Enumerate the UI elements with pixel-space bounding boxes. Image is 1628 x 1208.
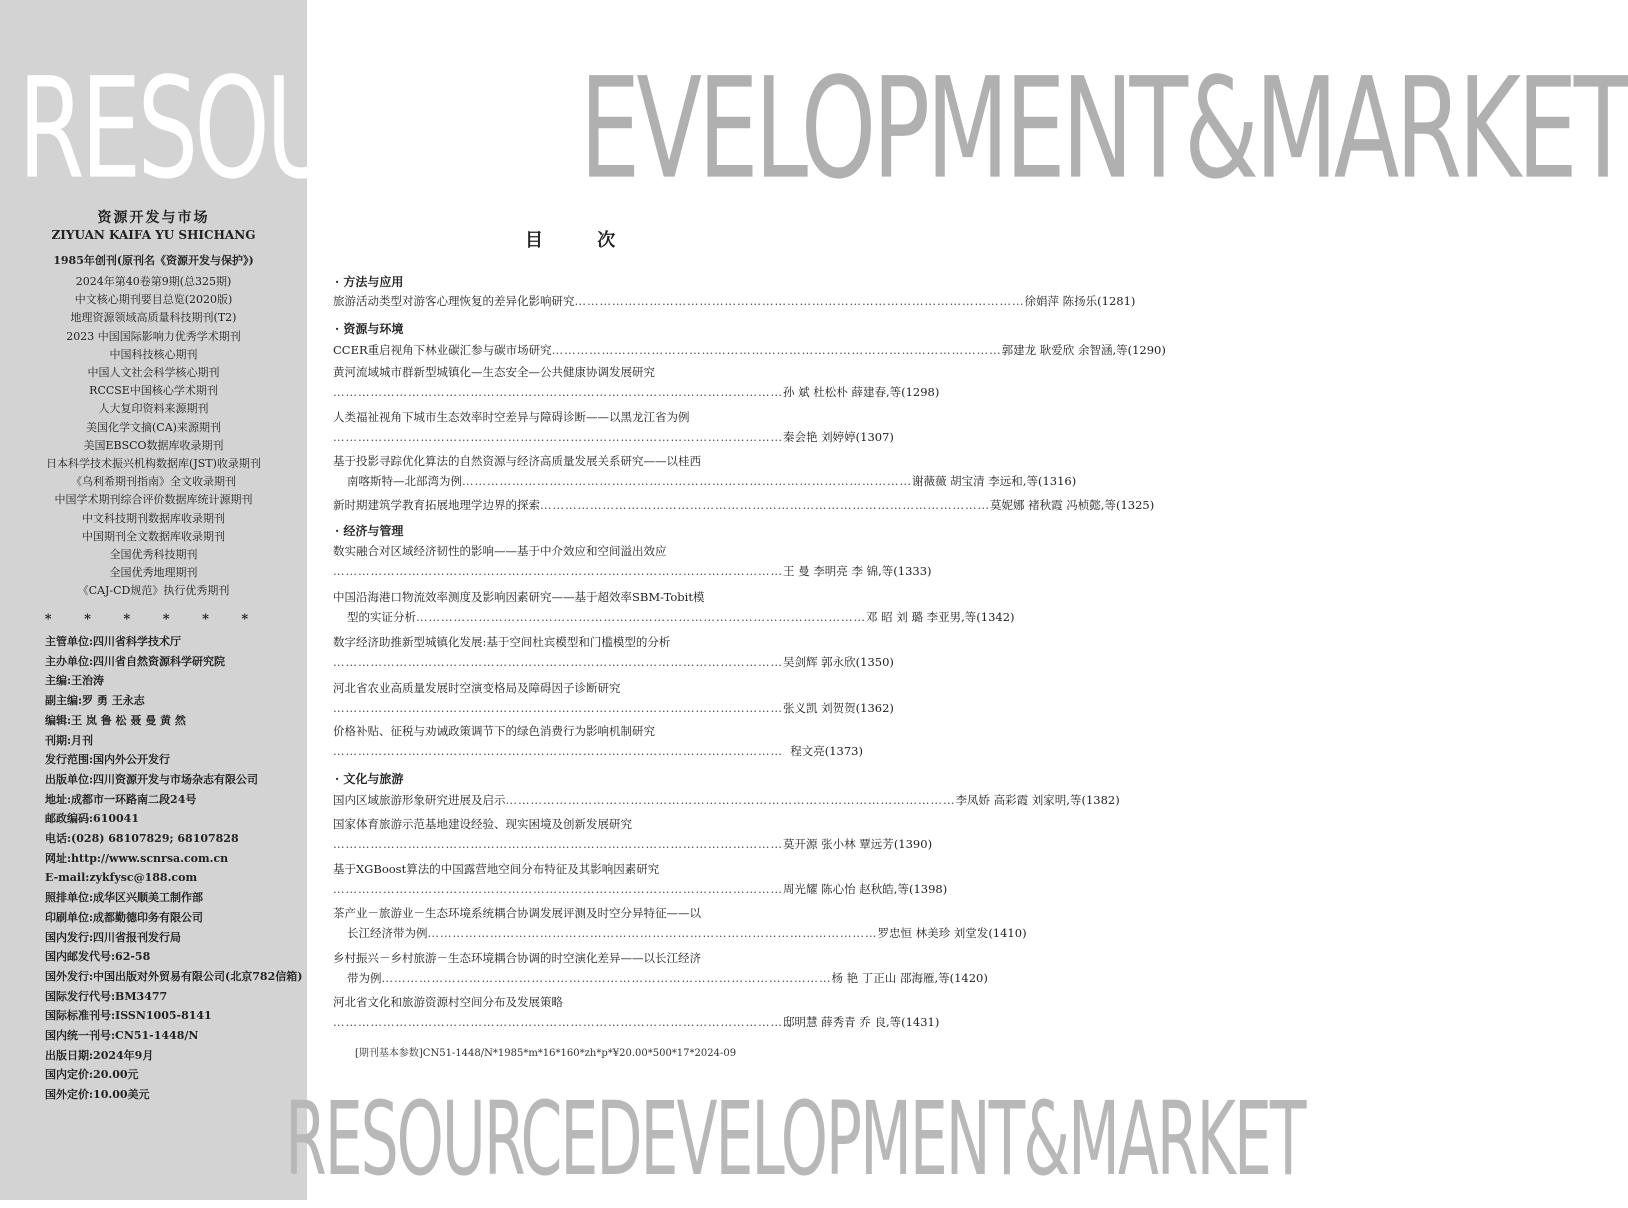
toc-entry[interactable]: 基于XGBoost算法的中国露营地空间分布特征及其影响因素研究 ……………………………………………………………………………………………… 周光耀 陈心怡 赵秋皓,等 (1398): [333, 862, 948, 896]
info-row: 国外定价:10.00美元: [45, 1088, 150, 1102]
toc-entry[interactable]: 价格补贴、征税与劝诫政策调节下的绿色消费行为影响机制研究 ……………………………………………………………………………………………… 程文亮 (1373): [333, 724, 863, 758]
toc-entry[interactable]: 黄河流域城市群新型城镇化—生态安全—公共健康协调发展研究 ……………………………………………………………………………………………… 孙 斌 杜松朴 薛建春,等 (1298): [333, 365, 940, 399]
index-item: 中文科技期刊数据库收录期刊: [82, 511, 225, 525]
entry-page: (1307): [855, 430, 894, 444]
entry-authors: 郭建龙 耿爱欣 余智涵,等: [1001, 343, 1128, 357]
index-item: 中国学术期刊综合评价数据库统计源期刊: [54, 493, 253, 507]
entry-page: (1431): [901, 1015, 940, 1029]
toc-heading: 目 次: [525, 230, 640, 251]
banner-left-text: RESOURCED: [18, 47, 580, 210]
entry-authors: 周光耀 陈心怡 赵秋皓,等: [783, 882, 909, 896]
entry-page: (1420): [949, 971, 988, 985]
entry-title: 新时期建筑学教育拓展地理学边界的探索: [333, 498, 540, 512]
info-row: 国际标准刊号:ISSN1005-8141: [45, 1009, 212, 1023]
index-item: 全国优秀地理期刊: [109, 566, 198, 580]
index-list: [0, 273, 307, 601]
info-row: 国外发行:中国出版对外贸易有限公司(北京782信箱): [45, 969, 303, 983]
bottom-banner-text: RESOURCEDEVELOPMENT&MARKET: [285, 1080, 1305, 1200]
entry-authors: 吴剑辉 郭永欣: [783, 655, 856, 669]
info-row: 主管单位:四川省科学技术厅: [45, 635, 182, 648]
entry-authors: 邸明慧 薛秀青 乔 良,等: [783, 1015, 902, 1029]
bottom-banner: [285, 1072, 1305, 1200]
toc-entry[interactable]: 人类福祉视角下城市生态效率时空差异与障碍诊断——以黑龙江省为例 ……………………………………………………………………………………………… 秦会艳 刘婷婷 (1307): [333, 410, 894, 444]
info-row: E-mail:zykfysc@188.com: [45, 871, 198, 885]
toc-entry[interactable]: 数字经济助推新型城镇化发展:基于空间杜宾模型和门槛模型的分析 ……………………………………………………………………………………………… 吴剑辉 郭永欣 (1350): [333, 635, 894, 669]
entry-page: (1333): [893, 564, 932, 578]
toc-entry[interactable]: 乡村振兴－乡村旅游－生态环境耦合协调的时空演化差异——以长江经济 带为例 ……………………………………………………………………………………………… 杨 艳 丁正山 邵海雁,等 (1420): [333, 951, 988, 985]
entry-page: (1382): [1081, 793, 1120, 807]
entry-authors: 李凤娇 高彩霞 刘家明,等: [955, 793, 1082, 807]
section-heading: · 经济与管理: [335, 524, 404, 538]
entry-page: (1298): [901, 385, 940, 399]
star-divider: * * * * * *: [44, 612, 263, 627]
entry-title: CCER重启视角下林业碳汇参与碳市场研究: [333, 343, 552, 357]
entry-authors: 王 曼 李明亮 李 锦,等: [783, 564, 894, 578]
info-row: 国内定价:20.00元: [45, 1068, 139, 1082]
toc-entry[interactable]: 旅游活动类型对游客心理恢复的差异化影响研究 ……………………………………………………………………………………………… 徐娟萍 陈扬乐 (1281): [333, 294, 1136, 308]
info-row: 国内发行:四川省报刊发行局: [45, 930, 182, 944]
info-row: 主编:王治涛: [45, 674, 105, 688]
journal-name-pinyin: ZIYUAN KAIFA YU SHICHANG: [51, 228, 256, 242]
toc-entry[interactable]: 基于投影寻踪优化算法的自然资源与经济高质量发展关系研究——以桂西 南喀斯特—北部湾为例 ……………………………………………………………………………………………… 谢薇薇 胡宝清 李远和,等 (1316): [333, 454, 1077, 488]
info-row: 电话:(028) 68107829; 68107828: [45, 832, 239, 846]
entry-title: 黄河流域城市群新型城镇化—生态安全—公共健康协调发展研究: [333, 365, 655, 379]
info-row: 编辑:王 岚 鲁 松 聂 曼 黄 然: [45, 713, 186, 727]
info-row: 出版日期:2024年9月: [45, 1048, 154, 1062]
entry-title: 乡村振兴－乡村旅游－生态环境耦合协调的时空演化差异——以长江经济: [333, 951, 701, 965]
journal-name-cn: 资源开发与市场: [97, 210, 210, 226]
info-row: 主办单位:四川省自然资源科学研究院: [45, 654, 226, 668]
entry-title: 河北省文化和旅游资源村空间分布及发展策略: [333, 995, 563, 1009]
section-heading: · 资源与环境: [335, 322, 404, 336]
entry-authors: 莫妮娜 褚秋霞 冯桢懿,等: [990, 498, 1116, 512]
entry-title: 基于XGBoost算法的中国露营地空间分布特征及其影响因素研究: [333, 862, 660, 876]
entry-title: 数实融合对区域经济韧性的影响——基于中介效应和空间溢出效应: [333, 544, 667, 558]
entry-authors: 罗忠恒 林美珍 刘堂发: [877, 926, 989, 940]
entry-authors: 莫开源 张小林 覃远芳: [783, 837, 894, 851]
entry-title: 国家体育旅游示范基地建设经验、现实困境及创新发展研究: [333, 817, 632, 831]
entry-authors: 杨 艳 丁正山 邵海雁,等: [831, 971, 950, 985]
toc-entry[interactable]: 河北省文化和旅游资源村空间分布及发展策略 ……………………………………………………………………………………………… 邸明慧 薛秀青 乔 良,等 (1431): [333, 995, 940, 1029]
entry-authors: 徐娟萍 陈扬乐: [1024, 294, 1098, 308]
entry-page: (1281): [1097, 294, 1136, 308]
entry-page: (1316): [1037, 474, 1077, 488]
entry-title: 国内区域旅游形象研究进展及启示: [333, 793, 506, 807]
entry-title: 数字经济助推新型城镇化发展:基于空间杜宾模型和门槛模型的分析: [333, 635, 671, 649]
entry-title-cont: 长江经济带为例: [347, 926, 428, 940]
index-item: 全国优秀科技期刊: [109, 548, 198, 562]
journal-founded: 1985年创刊(原刊名《资源开发与保护》): [53, 254, 254, 267]
info-row: 地址:成都市一环路南二段24号: [45, 792, 197, 806]
entry-title: 价格补贴、征税与劝诫政策调节下的绿色消费行为影响机制研究: [333, 724, 655, 738]
issue-line: 2024年第40卷第9期(总325期): [75, 275, 232, 288]
entry-title: 中国沿海港口物流效率测度及影响因素研究——基于超效率SBM-Tobit模: [333, 590, 705, 604]
toc-entry[interactable]: 茶产业－旅游业－生态环境系统耦合协调发展评测及时空分异特征——以 长江经济带为例 ……………………………………………………………………………………………… 罗忠恒 林美珍 刘堂发 (1410): [333, 906, 1027, 940]
entry-page: (1350): [855, 655, 894, 669]
toc-entry[interactable]: 国内区域旅游形象研究进展及启示 ……………………………………………………………………………………………… 李凤娇 高彩霞 刘家明,等 (1382): [333, 793, 1120, 807]
index-item: 地理资源领域高质量科技期刊(T2): [70, 311, 237, 325]
toc-entry[interactable]: 中国沿海港口物流效率测度及影响因素研究——基于超效率SBM-Tobit模 型的实证分析 ……………………………………………………………………………………………… 邓 昭 刘 璐 李亚男,等 (1342): [333, 590, 1015, 624]
info-row: 发行范围:国内外公开发行: [45, 753, 171, 767]
info-row: 网址:http://www.scnrsa.com.cn: [45, 851, 229, 865]
entry-authors: 张义凯 刘贺贺: [783, 701, 856, 715]
info-row: 副主编:罗 勇 王永志: [45, 694, 145, 708]
journal-params: [期刊基本参数]CN51-1448/N*1985*m*16*160*zh*p*¥20.00*500*17*2024-09: [355, 1048, 737, 1059]
entry-title-cont: 南喀斯特—北部湾为例: [347, 474, 462, 488]
entry-title-cont: 型的实证分析: [347, 610, 416, 624]
entry-page: (1362): [855, 701, 894, 715]
entry-title-cont: 带为例: [347, 971, 382, 985]
info-row: 国内统一刊号:CN51-1448/N: [45, 1029, 199, 1043]
index-item: 《CAJ-CD规范》执行优秀期刊: [77, 584, 230, 598]
info-row: 国际发行代号:BM3477: [45, 989, 168, 1003]
info-row: 邮政编码:610041: [45, 812, 139, 826]
index-item: 人大复印资料来源期刊: [98, 402, 209, 416]
index-item: RCCSE中国核心学术期刊: [89, 384, 218, 398]
info-row: 印刷单位:成都勤德印务有限公司: [45, 910, 204, 924]
top-banner: [18, 20, 1628, 210]
entry-title: 河北省农业高质量发展时空演变格局及障碍因子诊断研究: [333, 681, 621, 695]
toc-entry[interactable]: CCER重启视角下林业碳汇参与碳市场研究 ……………………………………………………………………………………………… 郭建龙 耿爱欣 余智涵,等 (1290): [333, 343, 1166, 357]
entry-title: 旅游活动类型对游客心理恢复的差异化影响研究: [333, 294, 575, 308]
index-item: 中国科技核心期刊: [109, 347, 198, 361]
entry-page: (1398): [908, 882, 948, 896]
info-row: 国内邮发代号:62-58: [45, 950, 151, 964]
entry-title: 人类福祉视角下城市生态效率时空差异与障碍诊断——以黑龙江省为例: [333, 410, 690, 424]
info-row: 刊期:月刊: [45, 733, 94, 747]
entry-authors: 邓 昭 刘 璐 李亚男,等: [866, 610, 977, 624]
section-heading: · 文化与旅游: [335, 772, 404, 786]
index-item: 中国期刊全文数据库收录期刊: [82, 529, 225, 543]
entry-page: (1342): [976, 610, 1015, 624]
info-row: 照排单位:成华区兴顺美工制作部: [45, 891, 204, 905]
index-item: 《乌利希期刊指南》全文收录期刊: [71, 475, 236, 489]
entry-page: (1290): [1127, 343, 1166, 357]
index-item: 日本科学技术振兴机构数据库(JST)收录期刊: [46, 457, 261, 471]
entry-page: (1373): [824, 744, 863, 758]
entry-title: 基于投影寻踪优化算法的自然资源与经济高质量发展关系研究——以桂西: [333, 454, 701, 468]
index-item: 美国EBSCO数据库收录期刊: [83, 438, 224, 452]
banner-right-text: EVELOPMENT&MARKET: [579, 47, 1628, 210]
info-row: 出版单位:四川资源开发与市场杂志有限公司: [45, 772, 259, 786]
toc-entry[interactable]: 新时期建筑学教育拓展地理学边界的探索 ……………………………………………………………………………………………… 莫妮娜 褚秋霞 冯桢懿,等 (1325): [333, 498, 1155, 512]
entry-authors: 谢薇薇 胡宝清 李远和,等: [912, 474, 1038, 488]
entry-page: (1325): [1115, 498, 1155, 512]
index-item: 美国化学文摘(CA)来源期刊: [86, 420, 221, 434]
index-item: 中文核心期刊要目总览(2020版): [74, 293, 233, 307]
entry-authors: 程文亮: [790, 744, 825, 758]
entry-page: (1410): [988, 926, 1027, 940]
entry-authors: 秦会艳 刘婷婷: [783, 430, 856, 444]
section-heading: · 方法与应用: [335, 275, 404, 289]
index-item: 中国人文社会科学核心期刊: [87, 366, 220, 380]
entry-title: 茶产业－旅游业－生态环境系统耦合协调发展评测及时空分异特征——以: [333, 906, 701, 920]
index-item: 2023 中国国际影响力优秀学术期刊: [66, 329, 241, 343]
toc-entry[interactable]: 数实融合对区域经济韧性的影响——基于中介效应和空间溢出效应 ……………………………………………………………………………………………… 王 曼 李明亮 李 锦,等 (1333): [333, 544, 932, 578]
publication-info: [45, 632, 307, 1105]
toc-entry[interactable]: 国家体育旅游示范基地建设经验、现实困境及创新发展研究 ……………………………………………………………………………………………… 莫开源 张小林 覃远芳 (1390): [333, 817, 933, 851]
entry-authors: 孙 斌 杜松朴 薛建春,等: [783, 385, 902, 399]
entry-page: (1390): [893, 837, 933, 851]
toc-entry[interactable]: 河北省农业高质量发展时空演变格局及障碍因子诊断研究 ……………………………………………………………………………………………… 张义凯 刘贺贺 (1362): [333, 681, 894, 715]
